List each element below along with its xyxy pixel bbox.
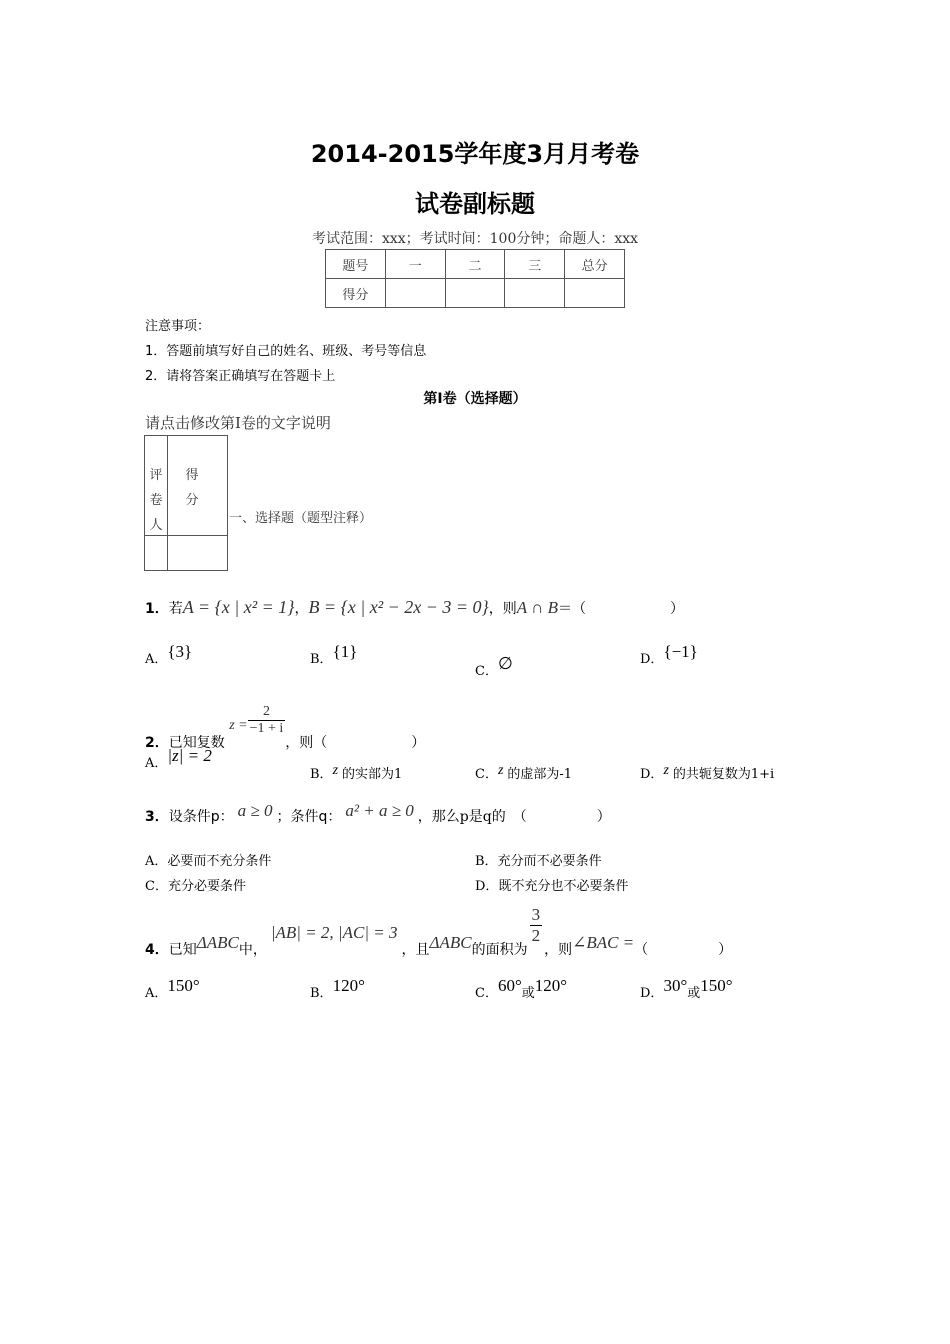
math-expression: {−1}	[663, 642, 698, 661]
option-b[interactable]: B．z 的实部为1	[310, 763, 403, 782]
option-d[interactable]: D．既不充分也不必要条件	[475, 879, 629, 894]
section-title: 第I卷（选择题）	[423, 391, 527, 407]
score-cell[interactable]	[385, 279, 445, 308]
notes-item: 1．答题前填写好自己的姓名、班级、考号等信息	[145, 344, 427, 359]
math-expression: 60°	[497, 976, 522, 995]
option-d[interactable]: D．30°或150°	[640, 976, 733, 1001]
option-c[interactable]: C．充分必要条件	[145, 879, 246, 894]
score-header-cell: 总分	[565, 250, 625, 279]
math-expression: a² + a ≥ 0	[345, 801, 414, 820]
fraction: $\frac{2}{-1 + i}$	[249, 704, 284, 736]
exam-subtitle: 试卷副标题	[415, 190, 535, 218]
option-c[interactable]: C．∅	[475, 654, 513, 679]
question-text: 已知复数	[168, 734, 225, 751]
math-expression: 150°	[167, 976, 200, 995]
question-text: （ ）	[634, 941, 733, 958]
question-text: ，则（ ）	[285, 734, 426, 751]
score-cell[interactable]	[565, 279, 625, 308]
section-heading: 一、选择题（题型注释）	[229, 511, 373, 526]
option-a[interactable]: A．150°	[145, 976, 200, 1001]
math-expression: {3}	[167, 642, 193, 661]
math-expression: z	[497, 763, 504, 778]
fraction: $\frac{3}{2}$	[531, 905, 541, 945]
question-text: ；条件q：	[276, 809, 342, 825]
option-d[interactable]: D．{−1}	[640, 642, 698, 667]
exam-title: 2014-2015学年度3月月考卷	[310, 140, 640, 168]
math-expression: |z| = 2	[167, 746, 212, 765]
grader-box	[144, 435, 228, 571]
score-header-cell: 二	[445, 250, 505, 279]
math-expression: z	[332, 763, 339, 778]
question-text: ，	[294, 601, 309, 617]
grader-score-label: 得分	[185, 468, 199, 508]
question-text: 的面积为	[471, 941, 528, 958]
math-expression: A = {x | x² = 1}	[182, 597, 295, 617]
question-text: 中，	[238, 941, 267, 958]
option-b[interactable]: B．充分而不必要条件	[475, 854, 602, 869]
score-row-label: 得分	[326, 279, 386, 308]
question-text: 若	[168, 601, 183, 617]
score-cell[interactable]	[445, 279, 505, 308]
math-expression: ΔABC	[196, 932, 239, 952]
score-header-cell: 一	[385, 250, 445, 279]
math-expression: ∅	[497, 654, 513, 673]
question-text: ，且	[401, 941, 430, 958]
question-text: ，则	[544, 941, 573, 958]
question-text: ＝（ ）	[557, 601, 684, 617]
question-number: 1．	[145, 601, 169, 617]
question-text: ，那么p是q的 （ ）	[417, 809, 611, 825]
question-text: 已知	[168, 941, 197, 958]
question-text: 设条件p：	[168, 809, 234, 825]
question-number: 2．	[145, 734, 169, 751]
math-expression: {1}	[332, 642, 358, 661]
question-text: ，则	[488, 601, 517, 617]
math-expression: ∠BAC =	[572, 932, 635, 952]
question-2	[145, 698, 426, 751]
math-expression: a ≥ 0	[237, 801, 273, 820]
question-4	[145, 897, 733, 958]
math-expression: z =	[229, 717, 248, 733]
option-a[interactable]: A．{3}	[145, 642, 193, 667]
question-1	[145, 597, 684, 618]
math-expression: B = {x | x² − 2x − 3 = 0}	[308, 597, 489, 617]
notes-heading: 注意事项：	[145, 319, 211, 334]
notes-item: 2．请将答案正确填写在答题卡上	[145, 369, 336, 384]
math-expression: z	[663, 763, 669, 778]
score-cell[interactable]	[505, 279, 565, 308]
option-d[interactable]: D．z 的共轭复数为1+i	[640, 763, 775, 782]
question-number: 4．	[145, 941, 169, 958]
exam-info: 考试范围：xxx；考试时间：100分钟；命题人：xxx	[311, 231, 639, 247]
option-c[interactable]: C．z 的虚部为-1	[475, 763, 573, 782]
score-table	[325, 249, 625, 308]
score-header-cell: 题号	[326, 250, 386, 279]
grader-label: 评卷人	[149, 468, 163, 533]
question-number: 3．	[145, 809, 169, 825]
math-expression: A ∩ B	[516, 598, 558, 617]
math-expression: ΔABC	[429, 932, 472, 952]
math-expression: 30°	[663, 976, 688, 995]
score-header-cell: 三	[505, 250, 565, 279]
option-b[interactable]: B．120°	[310, 976, 365, 1001]
option-a[interactable]: A．|z| = 2	[145, 746, 212, 771]
option-b[interactable]: B．{1}	[310, 642, 358, 667]
math-expression: |AB| = 2, |AC| = 3	[270, 922, 398, 942]
section-note: 请点击修改第I卷的文字说明	[145, 414, 331, 432]
math-expression: 120°	[332, 976, 365, 995]
question-3	[145, 801, 611, 826]
option-c[interactable]: C．60°或120°	[475, 976, 568, 1001]
option-a[interactable]: A．必要而不充分条件	[145, 854, 272, 869]
